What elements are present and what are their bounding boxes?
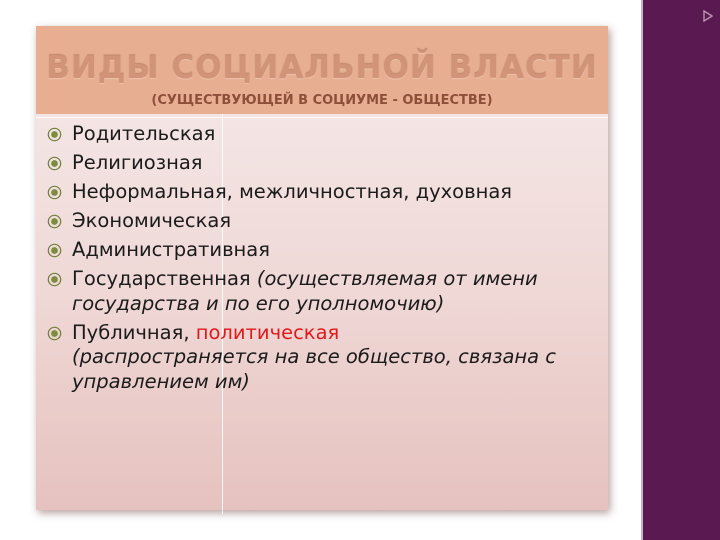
item-text: Неформальная, межличностная, духовная <box>72 180 513 203</box>
circle-target-bullet-icon <box>47 185 62 200</box>
circle-target-bullet-icon <box>47 127 62 142</box>
circle-target-bullet-icon <box>47 214 62 229</box>
item-highlight: политическая <box>195 320 340 344</box>
decorative-sidebar <box>643 0 720 540</box>
list-item <box>45 209 605 234</box>
list-item <box>45 122 605 147</box>
item-text: Экономическая <box>72 209 232 232</box>
item-text: Родительская <box>72 122 216 145</box>
slide-card <box>36 26 608 510</box>
item-text: Государственная <box>72 267 257 290</box>
item-note: (осуществляемая от имени государства и по его уполномочию) <box>72 267 538 315</box>
item-text: Публичная, <box>72 320 196 344</box>
list-item <box>45 238 605 263</box>
slide-header <box>36 26 608 114</box>
header-divider <box>36 117 608 118</box>
triangle-marker-icon <box>703 10 713 22</box>
power-types-list <box>45 122 605 399</box>
circle-target-bullet-icon <box>47 326 62 341</box>
item-note: (распространяется на все общество, связана с управлением им) <box>72 345 557 393</box>
list-item <box>45 267 605 316</box>
circle-target-bullet-icon <box>47 272 62 287</box>
list-item <box>45 151 605 176</box>
slide-title: ВИДЫ СОЦИАЛЬНОЙ ВЛАСТИ <box>46 50 598 86</box>
slide-subtitle: (СУЩЕСТВУЮЩЕЙ В СОЦИУМЕ - ОБЩЕСТВЕ) <box>151 93 493 108</box>
list-item <box>45 180 605 205</box>
circle-target-bullet-icon <box>47 156 62 171</box>
item-text: Административная <box>72 238 270 261</box>
circle-target-bullet-icon <box>47 243 62 258</box>
list-item <box>45 321 605 395</box>
item-text: Религиозная <box>72 151 203 174</box>
